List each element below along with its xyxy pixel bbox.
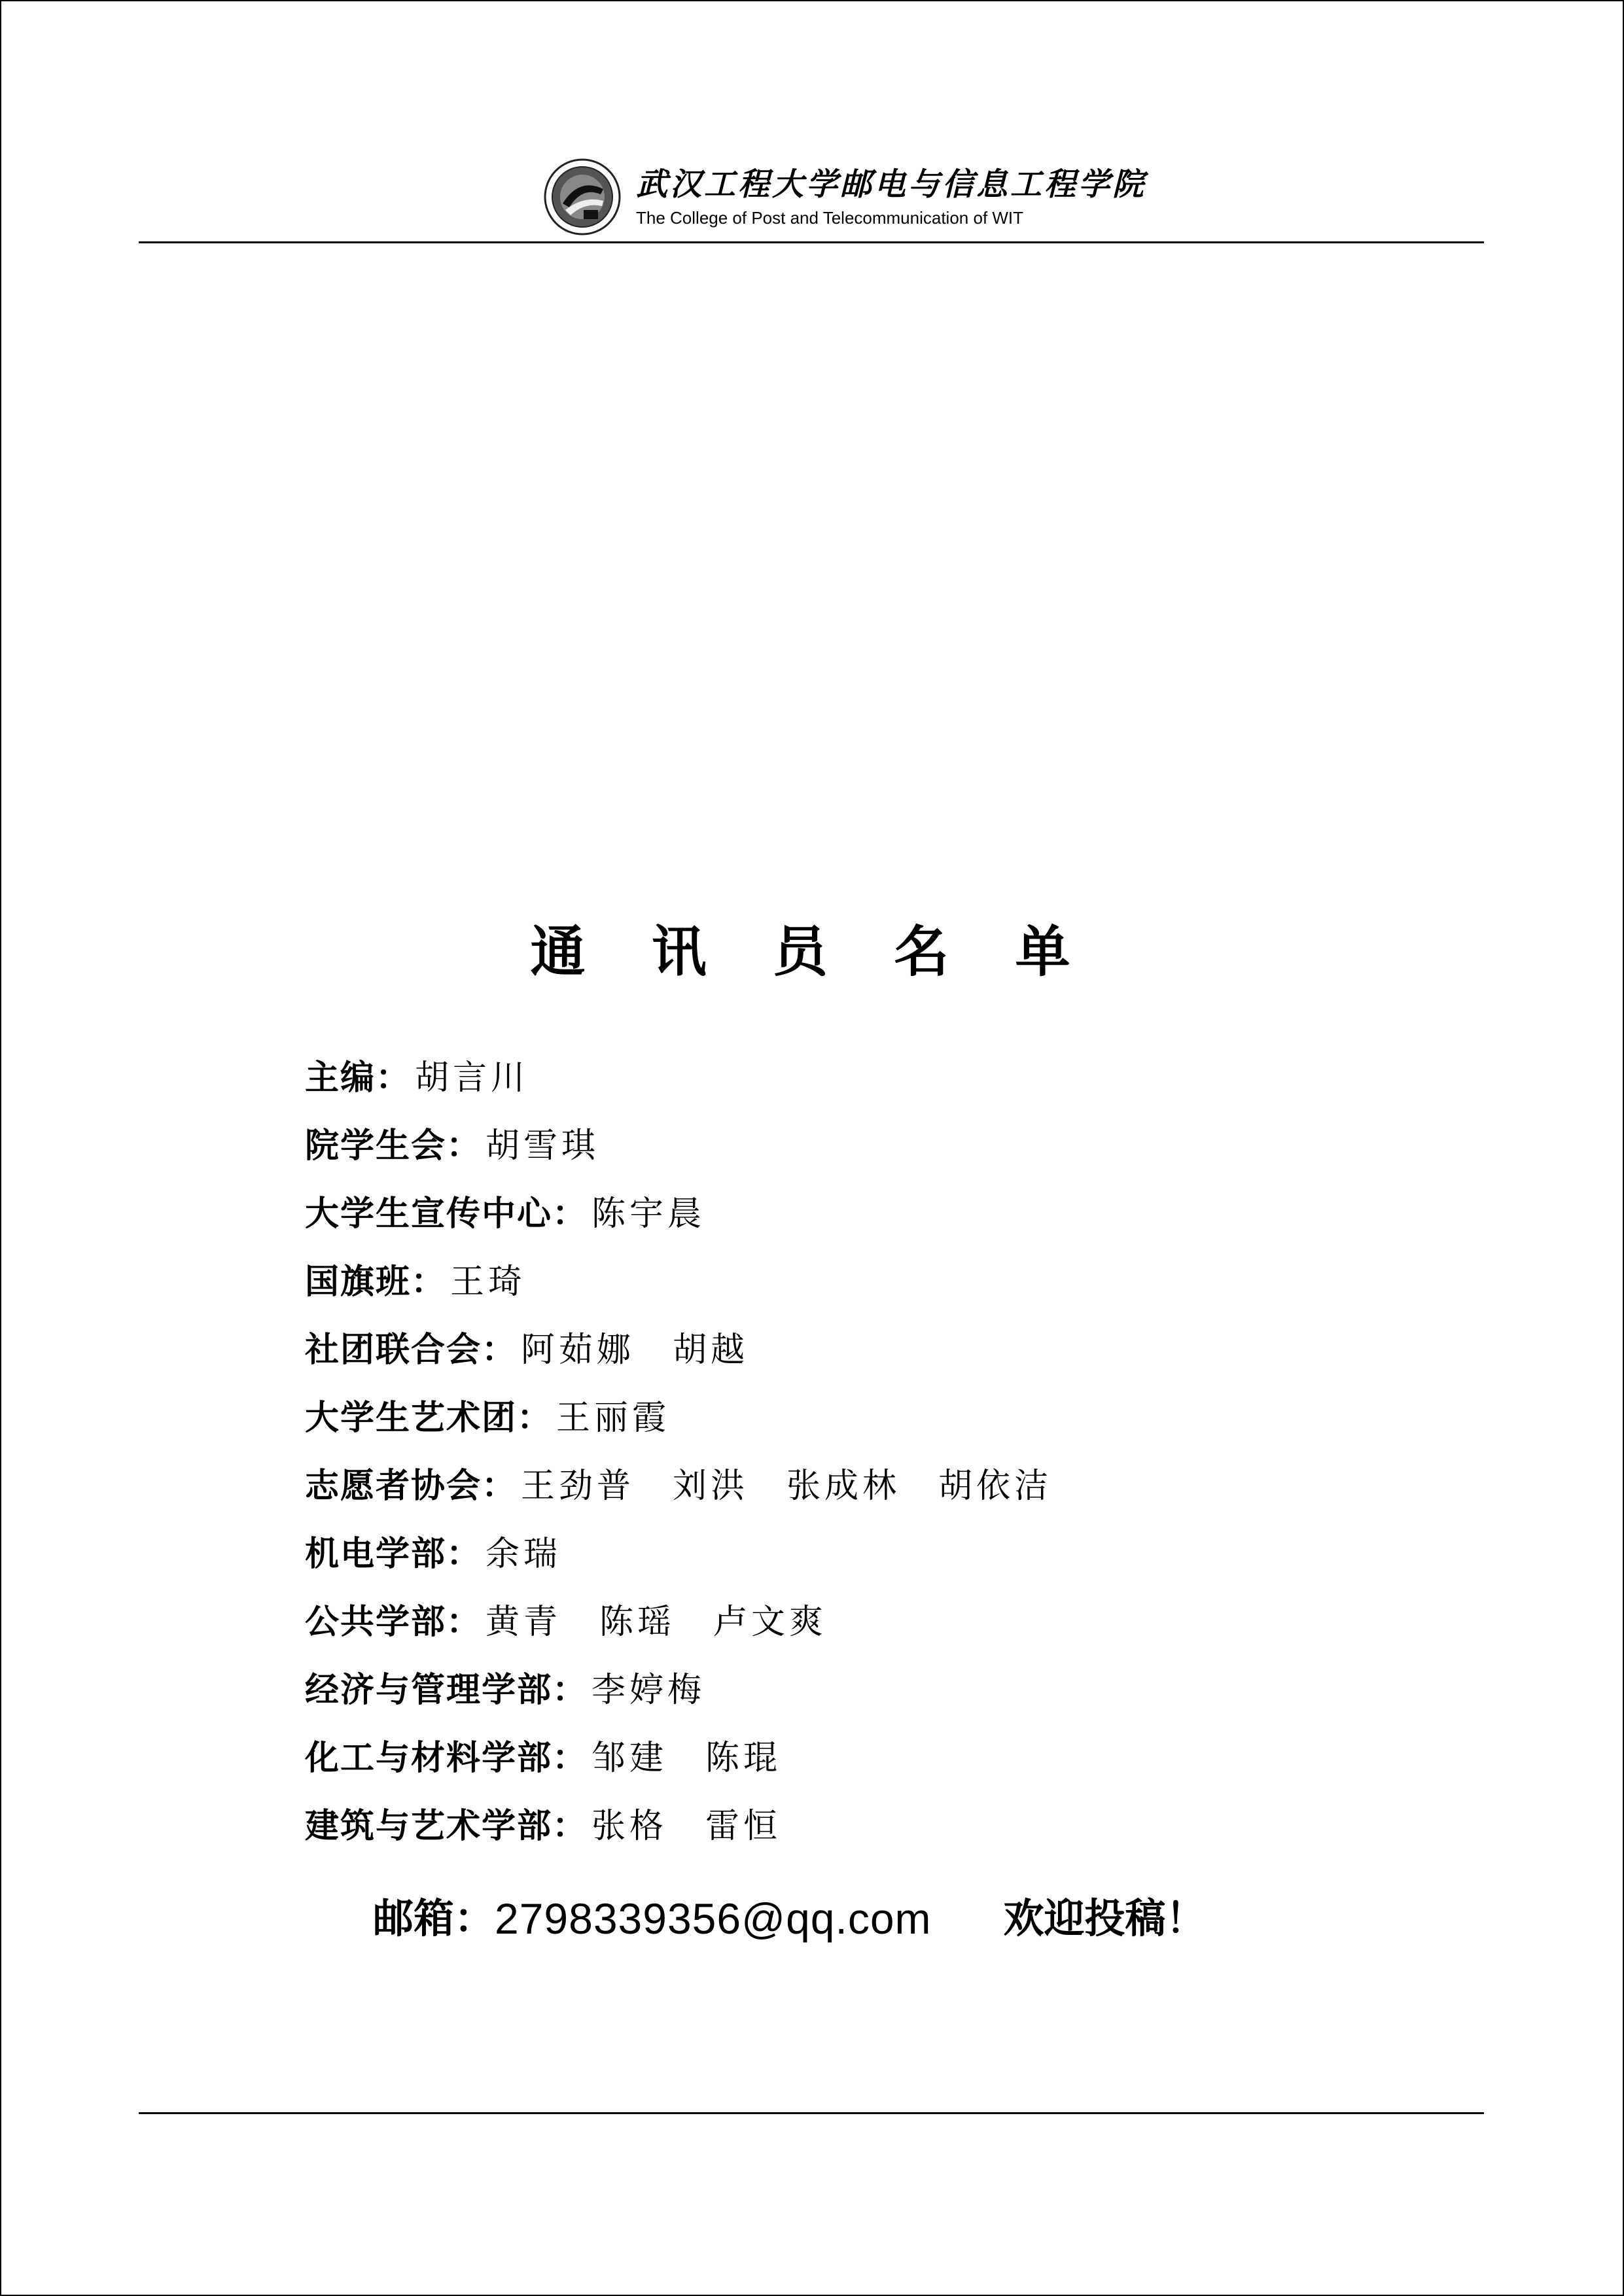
- roster-names: 陈宇晨: [591, 1194, 706, 1234]
- roster-row: [305, 1040, 1483, 1108]
- welcome-text: 欢迎投稿！: [1003, 1894, 1207, 1942]
- roster-row: [305, 1380, 1483, 1448]
- roster-label: 国旗班: [305, 1262, 412, 1302]
- roster-row: [305, 1108, 1483, 1176]
- roster-label: 大学生宣传中心: [305, 1194, 553, 1234]
- roster-label: 志愿者协会: [305, 1466, 482, 1506]
- roster-label: 社团联合会: [305, 1330, 482, 1370]
- roster-colon: ：: [411, 1262, 446, 1302]
- roster-names: 胡雪琪: [485, 1126, 600, 1166]
- roster-names: 王琦: [450, 1262, 527, 1302]
- roster-row: [305, 1516, 1483, 1584]
- college-name-en: The College of Post and Telecommunication of WIT: [636, 208, 1024, 228]
- roster-names: 王丽霞: [556, 1398, 671, 1438]
- header-rule: [139, 241, 1484, 243]
- roster-colon: ：: [446, 1602, 481, 1642]
- roster-row: [305, 1720, 1483, 1788]
- roster-label: 化工与材料学部: [305, 1738, 553, 1778]
- page-header: [543, 154, 1146, 239]
- submission-line: [373, 1883, 1207, 1955]
- roster-names: 李婷梅: [591, 1670, 706, 1710]
- roster-names: 张格 雷恒: [591, 1806, 782, 1846]
- roster-colon: ：: [552, 1806, 587, 1846]
- roster-row: [305, 1244, 1483, 1312]
- roster-label: 院学生会: [305, 1126, 447, 1166]
- roster-list: [305, 1040, 1483, 1856]
- roster-label: 建筑与艺术学部: [305, 1806, 553, 1846]
- college-seal-icon: [543, 158, 622, 236]
- roster-names: 阿茹娜 胡越: [521, 1330, 749, 1370]
- roster-colon: ：: [446, 1534, 481, 1574]
- email-address[interactable]: 2798339356@qq.com: [495, 1894, 932, 1943]
- roster-label: 经济与管理学部: [305, 1670, 553, 1710]
- roster-names: 余瑞: [485, 1534, 562, 1574]
- email-label: 邮箱：: [373, 1894, 495, 1942]
- roster-colon: ：: [482, 1466, 516, 1506]
- roster-row: [305, 1312, 1483, 1380]
- roster-row: [305, 1652, 1483, 1720]
- roster-names: 黄青 陈瑶 卢文爽: [485, 1602, 828, 1642]
- roster-label: 主编: [305, 1058, 376, 1098]
- roster-label: 机电学部: [305, 1534, 447, 1574]
- roster-names: 王劲普 刘洪 张成林 胡依洁: [521, 1466, 1053, 1506]
- footer-rule: [139, 2112, 1484, 2114]
- roster-row: [305, 1176, 1483, 1244]
- roster-colon: ：: [552, 1194, 587, 1234]
- roster-label: 公共学部: [305, 1602, 447, 1642]
- roster-row: [305, 1584, 1483, 1652]
- roster-colon: ：: [376, 1058, 410, 1098]
- roster-colon: ：: [552, 1670, 587, 1710]
- page-title: 通 讯 员 名 单: [530, 919, 1094, 984]
- roster-row: [305, 1448, 1483, 1516]
- roster-label: 大学生艺术团: [305, 1398, 518, 1438]
- college-name-cn: 武汉工程大学邮电与信息工程学院: [636, 166, 1147, 203]
- roster-colon: ：: [446, 1126, 481, 1166]
- roster-row: [305, 1788, 1483, 1856]
- roster-colon: ：: [552, 1738, 587, 1778]
- roster-names: 胡言川: [415, 1058, 529, 1098]
- roster-colon: ：: [482, 1330, 516, 1370]
- roster-names: 邹建 陈琨: [591, 1738, 782, 1778]
- roster-colon: ：: [517, 1398, 552, 1438]
